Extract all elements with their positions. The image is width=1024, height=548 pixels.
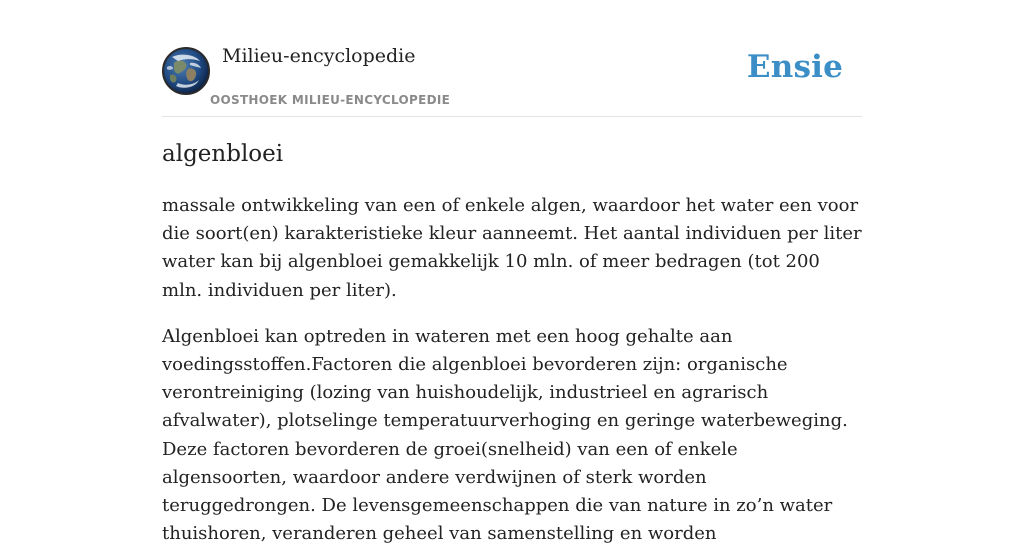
site-subtitle: OOSTHOEK MILIEU-ENCYCLOPEDIE [210,93,451,107]
site-header [162,0,862,117]
earth-globe-icon[interactable] [162,47,210,95]
site-title-link[interactable]: Milieu-encyclopedie [222,45,416,67]
ensie-logo-link[interactable]: Ensie [746,49,843,85]
article-paragraph: Algenbloei kan optreden in wateren met een hoog gehalte aan voedingsstoffen.Factoren die algenbloei bevorderen zijn: organische verontreiniging (lozing van huishoudelijk, industrieel en agrarisch afvalwater), plotselinge temperatuurverhoging en geringe waterbeweging. Deze factoren bevorderen de groei(snelheid) van een of enkele algensoorten, waardoor andere verdwijnen of sterk worden teruggedrongen. De levensgemeenschappen die van nature in zo’n water thuishoren, veranderen geheel van samenstelling en worden [162,325,848,545]
article [162,138,862,548]
article-paragraph: massale ontwikkeling van een of enkele algen, waardoor het water een voor die soort(en) karakteristieke kleur aanneemt. Het aantal individuen per liter water kan bij algenbloei gemakkelijk 10 mln. of meer bedragen (tot 200 mln. individuen per liter). [162,195,862,301]
article-term: algenbloei [162,141,284,167]
